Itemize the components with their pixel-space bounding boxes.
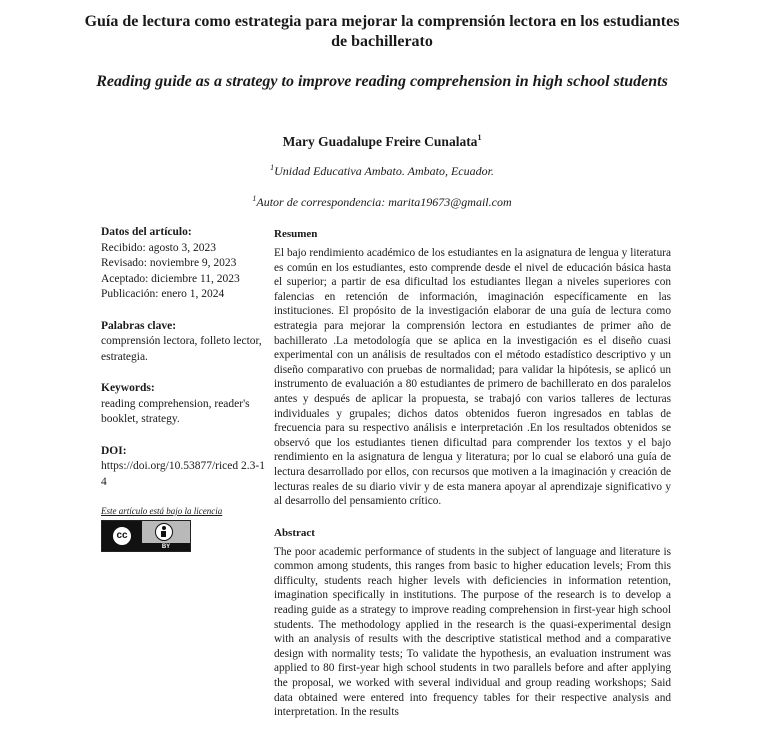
keywords-en-heading: Keywords: [101,382,155,394]
abstract-column [274,228,671,720]
affiliation-line [0,164,764,179]
received-date: Recibido: agosto 3, 2023 [101,241,216,254]
article-info [101,225,267,303]
correspondence-line [0,195,764,210]
keywords-es-text: comprensión lectora, folleto lector, estrategia. [101,335,262,363]
by-section [142,521,190,551]
author-name: Mary Guadalupe Freire Cunalata [282,134,478,149]
abstract-text: The poor academic performance of students in the subject of language and literature is common among students, this ranges from basic to higher education levels; From this difficulty, students reach higher levels with deficiencies in information retention, imagination specifically in institutions. The purpose of the research is to develop a reading guide as a strategy to improve reading comprehension in first-year high school students. The methodology applied in the research is the quasi-experimental design with an analysis of results with the descriptive statistical method and a comparative design with normality tests; To validate the hypothesis, an evaluation instrument was applied to 80 first-year high school students in two parallels before and after applying the proposal, we worked with several individual and group reading workshops; Said data obtained were entered into frequency tables for their respective analysis and interpretation. In the results [274,545,671,719]
correspondence-text: Autor de correspondencia: marita19673@gmail.com [256,195,512,209]
doi-heading: DOI: [101,444,127,457]
attribution-icon [155,523,173,541]
resumen-heading: Resumen [274,228,318,240]
affiliation-text: Unidad Educativa Ambato. Ambato, Ecuador. [274,164,494,178]
published-date: Publicación: enero 1, 2024 [101,288,225,300]
cc-icon: cc [111,525,133,547]
by-label: BY [142,543,190,551]
resumen-text: El bajo rendimiento académico de los estudiantes en la asignatura de lengua y literatura es común en los estudiantes, esto comprende desde el nivel de educación básica hasta el superior; a partir de esa dificultad los estudiantes llegan a niveles superiores con falencias en retención de información, imaginación específicamente en las instituciones. El propósito de la investigación elaborar de una guía de lectura como estrategia para mejorar la comprensión lectora en estudiantes de primer año de bachillerato .La metodología que se aplica en la investigación es el diseño cuasi experimental con un análisis de resultados con el método estadístico descriptivo y un diseño comparativo con pruebas de normalidad; para validar la hipótesis, se aplicó un instrumento de evaluación a 80 estudiantes de primero de bachillerato en dos paralelos antes y después de aplicar la propuesta, se trabajó con varios talleres de lecturas individuales y grupales; dichos datos obtenidos fueron ingresados en tablas de frecuencia para su respectivo análisis e interpretación .En los resultados obtenidos se observó que los estudiantes tienen dificultad para comprender los textos y el bajo rendimiento en la asignatura de lengua y literatura; por lo cual se elaboró una guía de lectura desarrollado por ellos, con recursos que motiven a la imaginación y creación de lecturas reales de su diario vivir y de esta manera apoyar al aprendizaje significativo y al desarrollo del pensamiento crítico. [274,247,671,508]
author-line [0,134,764,150]
keywords-en [101,381,267,428]
article-sidebar [101,225,267,552]
doi-link[interactable]: https://doi.org/10.53877/riced 2.3-14 [101,460,265,488]
license-link[interactable]: Este artículo está bajo la licencia [101,506,223,516]
author-sup: 1 [477,133,482,142]
accepted-date: Aceptado: diciembre 11, 2023 [101,272,240,285]
license-block [101,506,267,552]
doi-block [101,444,267,491]
affiliation-sup: 1 [270,163,275,172]
keywords-es [101,319,267,366]
cc-by-badge[interactable] [101,520,191,552]
title-spanish: Guía de lectura como estrategia para mejorar la comprensión lectora en los estudiantes de bachillerato [84,13,680,50]
keywords-es-heading: Palabras clave: [101,319,177,332]
cc-logo [102,521,142,551]
correspondence-sup: 1 [252,194,257,203]
keywords-en-text: reading comprehension, reader's booklet, strategy. [101,397,250,425]
article-info-heading: Datos del artículo: [101,226,192,238]
abstract-heading: Abstract [274,526,315,539]
revised-date: Revisado: noviembre 9, 2023 [101,257,237,269]
title-english: Reading guide as a strategy to improve reading comprehension in high school students [96,73,668,90]
